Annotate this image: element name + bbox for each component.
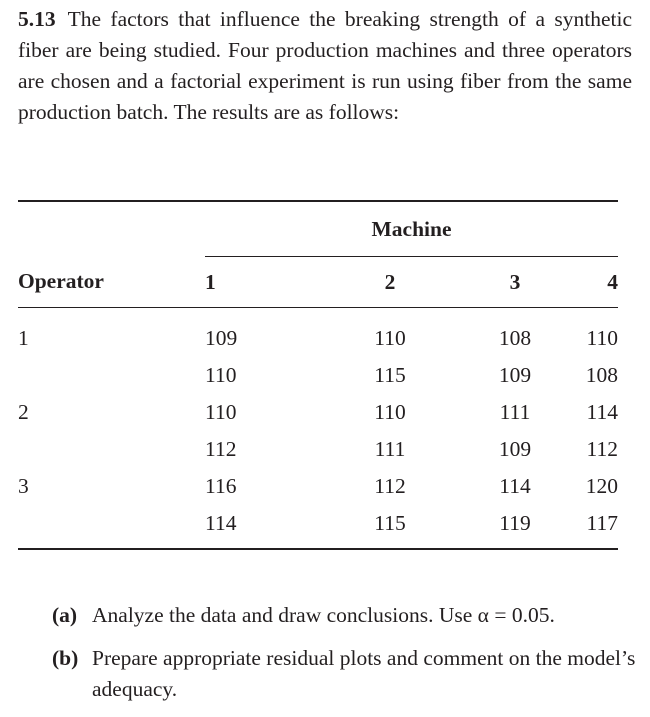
column-header: 3	[455, 257, 575, 308]
part-text: Analyze the data and draw conclusions. Use α = 0.05.	[92, 603, 555, 627]
column-header: 2	[325, 257, 455, 308]
table-cell: 111	[374, 437, 406, 461]
table-cell: 109	[498, 437, 532, 461]
table-cell: 110	[374, 400, 406, 424]
table-cell: 110	[205, 400, 237, 424]
problem-text: The factors that influence the breaking strength of a synthetic fiber are being studied. Four production machines and three operators are chosen and a factorial experiment is run using fiber from the same production batch. The results are as follows:	[18, 7, 632, 124]
operator-cell	[18, 357, 205, 394]
table-cell: 114	[499, 474, 531, 498]
table-cell: 116	[205, 474, 237, 498]
table-row	[18, 308, 618, 358]
part-b	[52, 643, 637, 705]
table-row	[18, 505, 618, 549]
table-group-header-row	[18, 201, 618, 257]
part-label: (b)	[52, 646, 79, 670]
problem-statement	[18, 4, 632, 128]
part-label: (a)	[52, 603, 78, 627]
table-row	[18, 394, 618, 431]
machine-header: Machine	[205, 201, 618, 257]
part-a	[52, 600, 637, 631]
table-row	[18, 357, 618, 394]
table-cell: 120	[585, 474, 618, 498]
table-cell: 111	[499, 400, 531, 424]
column-header: 4	[575, 257, 618, 308]
table-cell: 112	[374, 474, 406, 498]
table-cell: 114	[205, 511, 237, 535]
table-cell: 108	[585, 363, 618, 387]
operator-cell: 1	[18, 326, 29, 350]
table-cell: 108	[498, 326, 532, 350]
table-cell: 115	[374, 511, 406, 535]
operator-cell	[18, 505, 205, 549]
table-cell: 110	[205, 363, 237, 387]
operator-header: Operator	[18, 257, 205, 308]
column-header: 1	[205, 257, 325, 308]
table-cell: 115	[374, 363, 406, 387]
question-parts	[52, 600, 637, 717]
operator-cell: 2	[18, 400, 29, 424]
table-cell: 110	[374, 326, 406, 350]
data-table	[18, 200, 618, 550]
table-cell: 112	[586, 437, 618, 461]
operator-cell	[18, 431, 205, 468]
table-row	[18, 431, 618, 468]
operator-cell: 3	[18, 474, 29, 498]
table-cell: 117	[586, 511, 618, 535]
table-header-row	[18, 257, 618, 308]
table-cell: 119	[499, 511, 531, 535]
table-cell: 109	[205, 326, 238, 350]
table-row	[18, 468, 618, 505]
part-text: Prepare appropriate residual plots and comment on the model’s adequacy.	[92, 646, 636, 701]
table-cell: 112	[205, 437, 237, 461]
problem-number: 5.13	[18, 7, 56, 31]
table-cell: 109	[498, 363, 532, 387]
table-cell: 114	[586, 400, 618, 424]
table-cell: 110	[586, 326, 618, 350]
